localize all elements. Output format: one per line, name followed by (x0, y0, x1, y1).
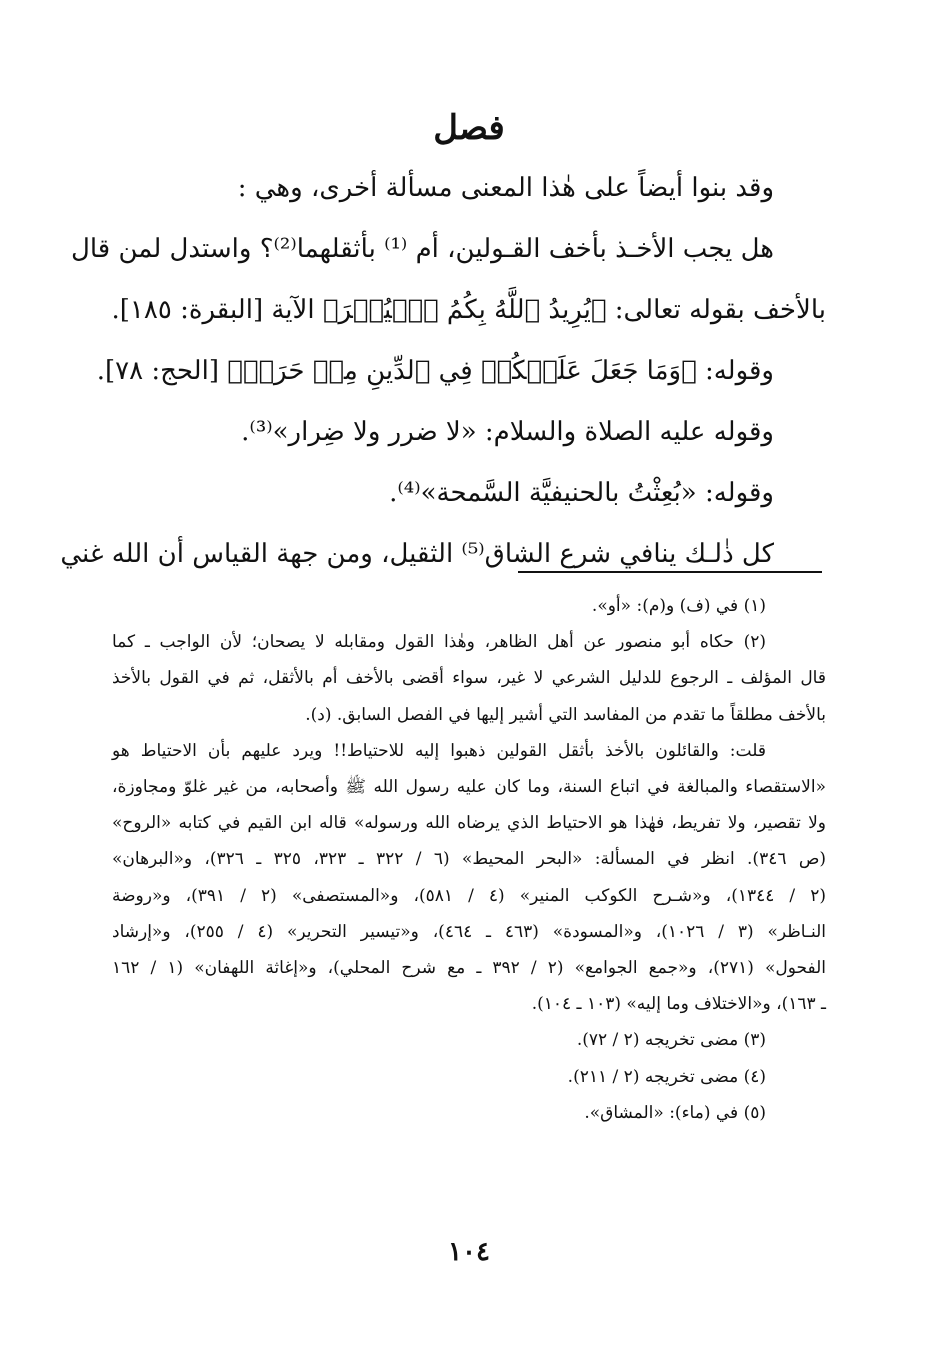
body-line: وقوله: «بُعِثْتُ بالحنيفيَّة السَّمحة»⁽⁴⁾. (389, 478, 774, 508)
body-line: بالأخف بقوله تعالى: ﴿يُرِيدُ ٱللَّهُ بِكُمُ ٱلۡيُسۡرَ﴾ الآية [البقرة: ١٨٥]. (111, 295, 826, 325)
body-line: هل يجب الأخـذ بأخف القـولين، أم ⁽¹⁾ بأثقلهما⁽²⁾؟ واستدل لمن قال (70, 234, 774, 264)
footnote-line: (٢ / ١٣٤٤)، و«شـرح الكوكب المنير» (٤ / ٥٨١)، و«المستصفى» (٢ / ٣٩١)، و«روضة (112, 885, 827, 906)
body-line: وقد بنوا أيضاً على هٰذا المعنى مسألة أخرى، وهي : (237, 173, 774, 203)
footnote-line: (ص ٣٤٦). انظر في المسألة: «البحر المحيط» (٦ / ٣٢٢ ـ ٣٢٣، ٣٢٥ ـ ٣٢٦)، و«البرهان» (112, 849, 827, 870)
footnote-line: (٥) في (ماء): «المشاق». (584, 1102, 766, 1123)
footnote-line: (٢) حكاه أبو منصور عن أهل الظاهر، وهٰذا القول ومقابله لا يصحان؛ لأن الواجب ـ كما (112, 632, 766, 653)
page-number: ١٠٤ (448, 1237, 490, 1267)
section-heading: فصل (433, 108, 505, 148)
footnote-line: (٤) مضى تخريجه (٢ / ٢١١). (567, 1066, 766, 1087)
footnote-line: ـ ١٦٣)، و«الاختلاف وما إليه» (١٠٣ ـ ١٠٤). (531, 994, 826, 1015)
footnotes (112, 588, 826, 1131)
body-line: وقوله عليه الصلاة والسلام: «لا ضرر ولا ضِرار»⁽³⁾. (241, 417, 774, 447)
footnote-line: ولا تقصير، ولا تفريط، فهٰذا هو الاحتياط الذي يرضاه الله ورسوله» قاله ابن القيم في كتابه «الروح» (112, 813, 826, 834)
footnote-line: الفحول» (٢٧١)، و«جمع الجوامع» (٢ / ٣٩٢ ـ مع شرح المحلي)، و«إغاثة اللهفان» (١ / ١٦٢ (112, 958, 826, 979)
footnote-line: (٣) مضى تخريجه (٢ / ٧٢). (576, 1030, 766, 1051)
body-line: وقوله: ﴿وَمَا جَعَلَ عَلَيۡكُمۡ فِي ٱلدِّينِ مِنۡ حَرَجٖ﴾ [الحج: ٧٨]. (96, 356, 774, 386)
footnote-line: (١) في (ف) و(م): «أو». (591, 596, 766, 616)
footnote-line: النـاظر» (٣ / ١٠٢٦)، و«المسودة» (٤٦٣ ـ ٤٦٤)، و«تيسير التحرير» (٤ / ٢٥٥)، و«إرشاد (112, 921, 826, 942)
footnote-line: قلت: والقائلون بالأخذ بأثقل القولين ذهبوا إليه للاحتياط!! ويرد عليهم بأن الاحتياط هو (112, 740, 766, 761)
body-line: كل ذٰلـك ينافي شرع الشاق⁽⁵⁾ الثقيل، ومن جهة القياس أن الله غني (60, 539, 774, 569)
footnote-line: قال المؤلف ـ الرجوع للدليل الشرعي لا غير، سواء أقضى بالأخف أم بالأثقل، ثم في القول بالأخذ (112, 668, 826, 689)
main-text (60, 158, 826, 585)
footnote-separator (518, 571, 822, 573)
footnote-line: بالأخف مطلقاً ما تقدم من المفاسد التي أشير إليها في الفصل السابق. (د). (305, 704, 826, 725)
footnote-line: «الاستقصاء والمبالغة في اتباع السنة، وما كان عليه رسول الله ﷺ وأصحابه، من غير غلوّ ومجاوزة، (112, 777, 826, 798)
